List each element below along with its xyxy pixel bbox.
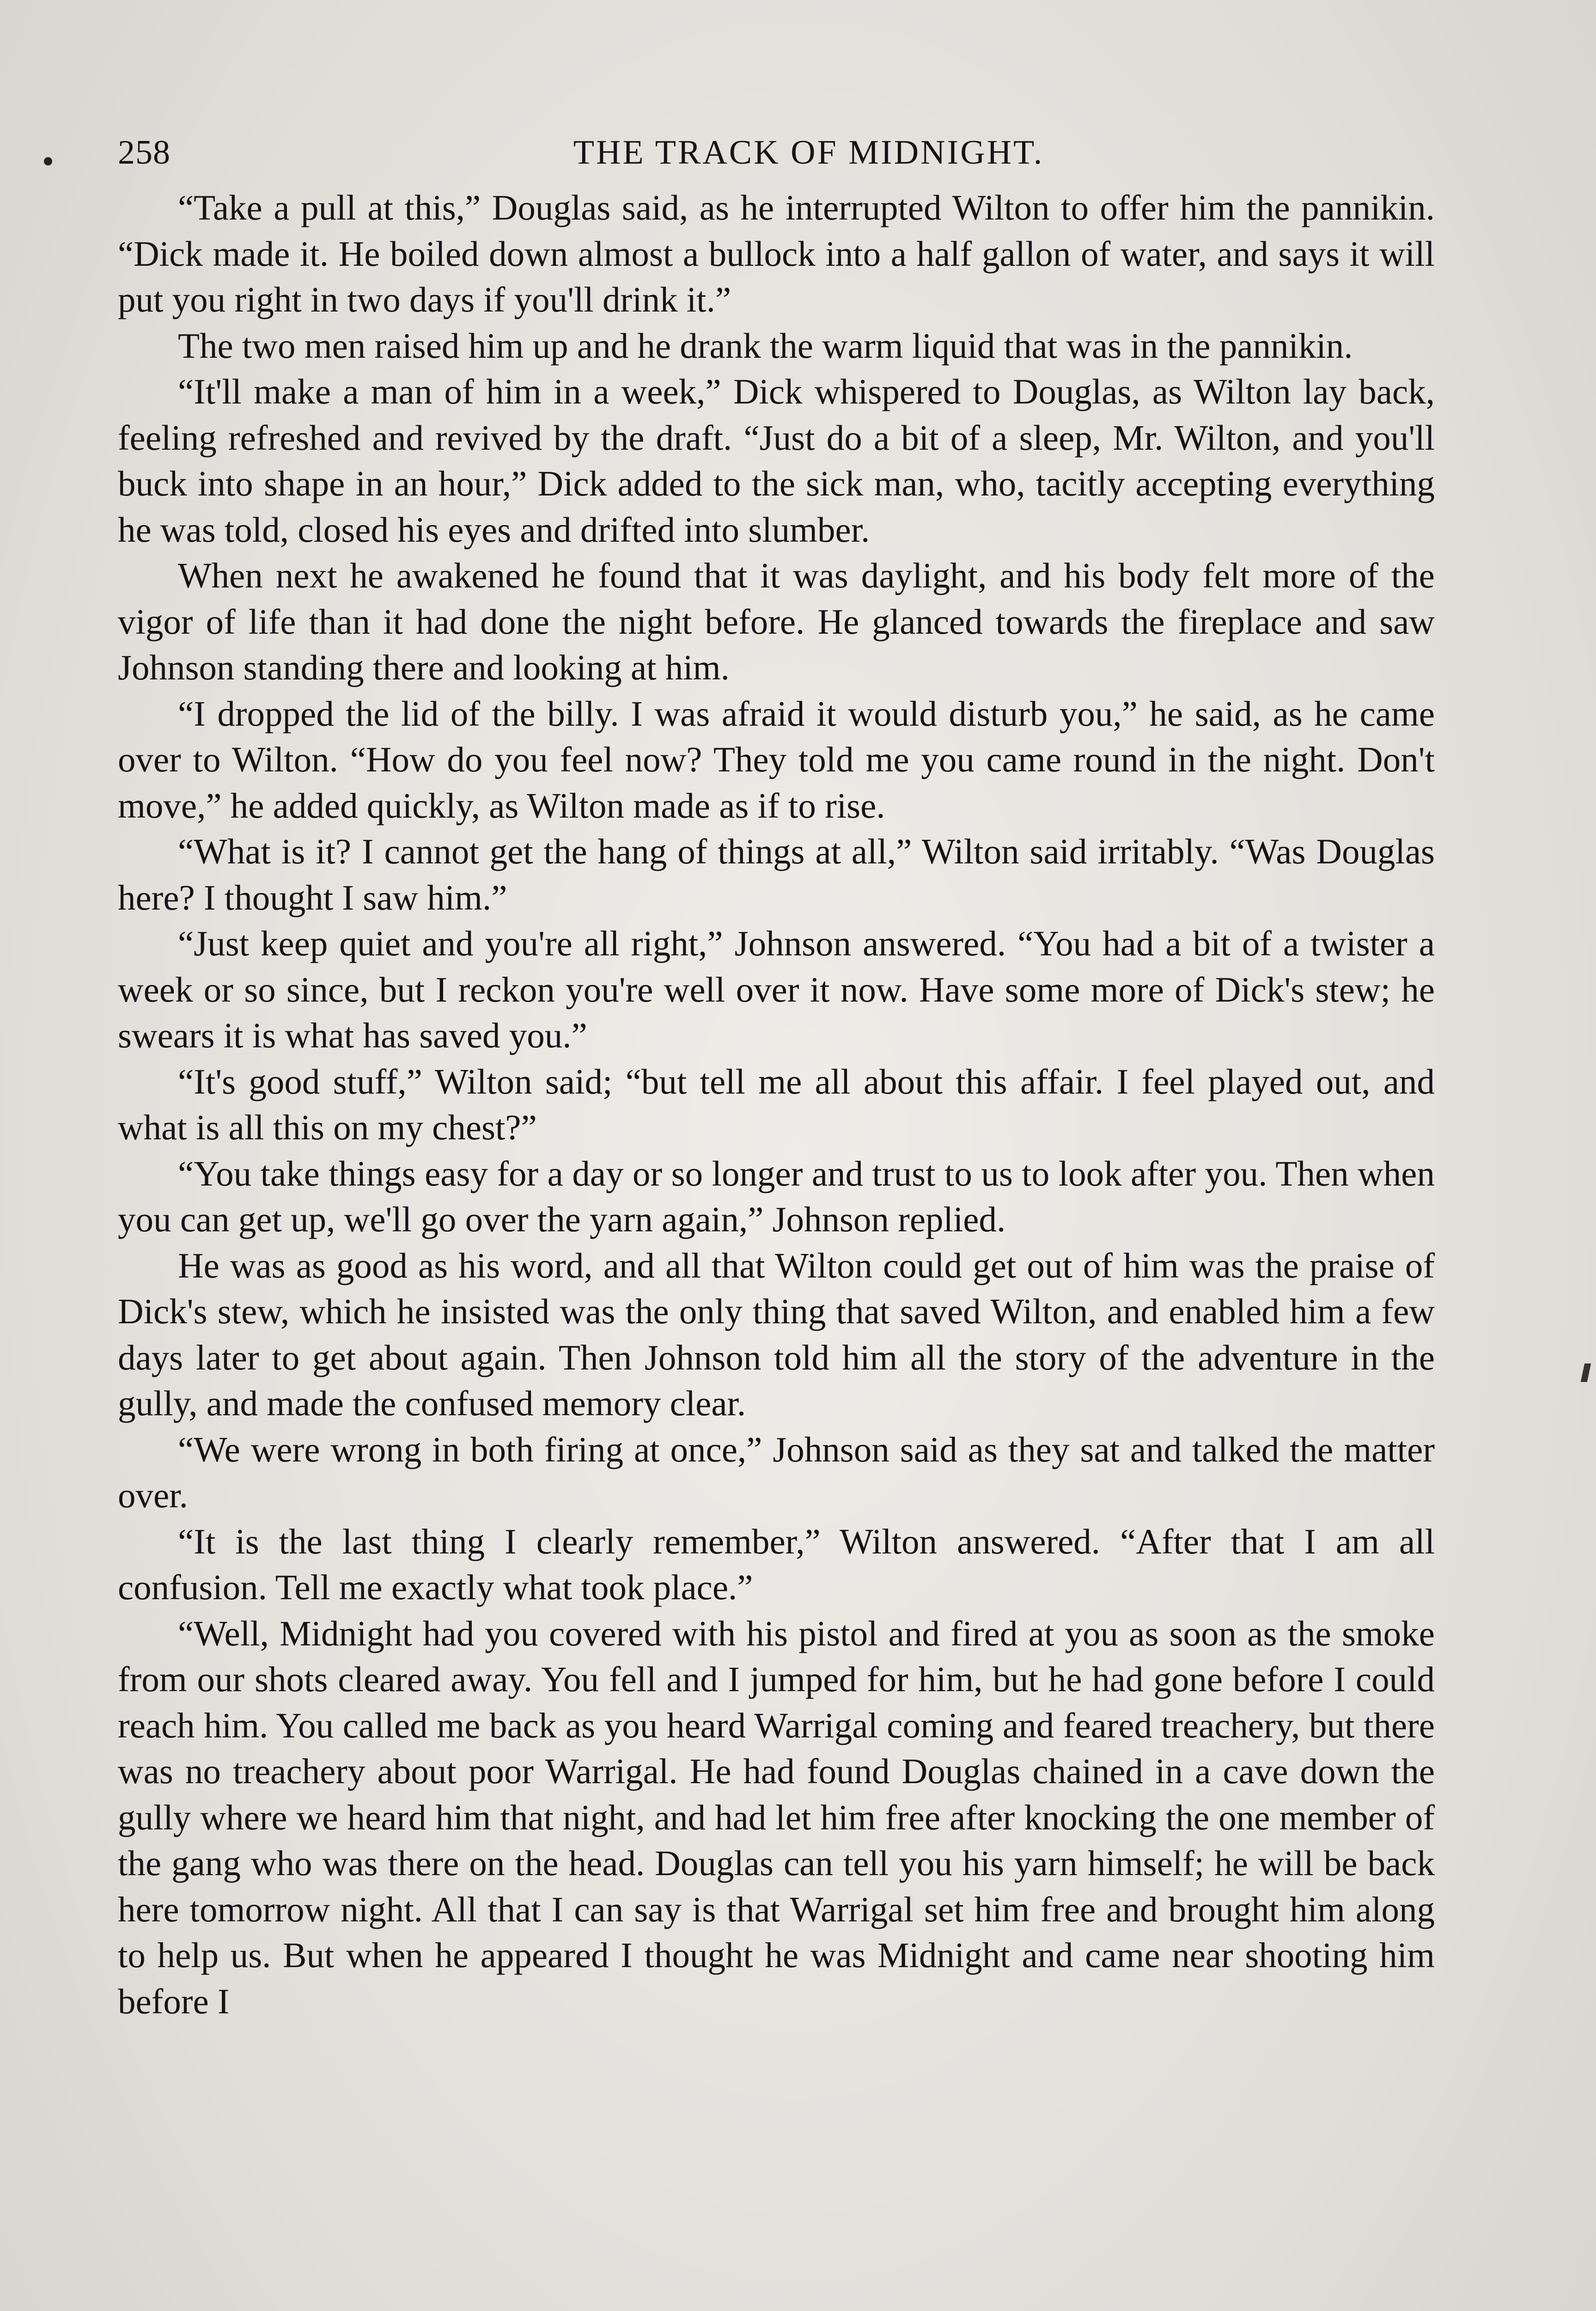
paragraph: “Take a pull at this,” Douglas said, as he interrupted Wilton to offer him the pannikin. “Dick made it. He boiled down almost a bullock into a half gallon of water, and says it will put you right in two days if you'll drink it.” xyxy=(118,188,1435,319)
running-title: THE TRACK OF MIDNIGHT. xyxy=(573,134,1044,171)
paragraph: “You take things easy for a day or so longer and trust to us to look after you. Then when you can get up, we'll go over the yarn again,” Johnson replied. xyxy=(118,1153,1435,1239)
paragraph: The two men raised him up and he drank the warm liquid that was in the pannikin. xyxy=(178,325,1353,366)
paragraph: “It's good stuff,” Wilton said; “but tell me all about this affair. I feel played out, and what is all this on my chest?” xyxy=(118,1061,1435,1147)
paragraph: When next he awakened he found that it was daylight, and his body felt more of the vigor of life than it had done the night before. He glanced towards the fireplace and saw Johnson standing there and looking at him. xyxy=(118,556,1435,687)
paragraph: He was as good as his word, and all that Wilton could get out of him was the praise of Dick's stew, which he insisted was the only thing that saved Wilton, and enabled him a few days later to get about again. Then Johnson told him all the story of the adventure in the gully, and made the confused memory clear. xyxy=(118,1245,1435,1423)
paragraph: “What is it? I cannot get the hang of things at all,” Wilton said irritably. “Was Douglas here? I thought I saw him.” xyxy=(118,831,1435,917)
body-text xyxy=(118,185,1435,2024)
page-header xyxy=(118,129,1439,176)
paragraph: “Well, Midnight had you covered with his pistol and fired at you as soon as the smoke from our shots cleared away. You fell and I jumped for him, but he had gone before I could reach him. You called me back as you heard Warrigal coming and feared treachery, but there was no treachery about poor Warrigal. He had found Douglas chained in a cave down the gully where we heard him that night, and had let him free after knocking the one member of the gang who was there on the head. Douglas can tell you his yarn himself; he will be back here tomorrow night. All that I can say is that Warrigal set him free and brought him along to help us. But when he appeared I thought he was Midnight and came near shooting him before I xyxy=(118,1613,1435,2021)
paragraph: “Just keep quiet and you're all right,” Johnson answered. “You had a bit of a twister a week or so since, but I reckon you're well over it now. Have some more of Dick's stew; he swears it is what has saved you.” xyxy=(118,923,1435,1055)
paragraph: “It is the last thing I clearly remember,” Wilton answered. “After that I am all confusion. Tell me exactly what took place.” xyxy=(118,1521,1435,1607)
paragraph: “I dropped the lid of the billy. I was afraid it would disturb you,” he said, as he came over to Wilton. “How do you feel now? They told me you came round in the night. Don't move,” he added quickly, as Wilton made as if to rise. xyxy=(118,693,1435,825)
page-number: 258 xyxy=(118,134,171,171)
paragraph: “It'll make a man of him in a week,” Dick whispered to Douglas, as Wilton lay back, feeling refreshed and revived by the draft. “Just do a bit of a sleep, Mr. Wilton, and you'll buck into shape in an hour,” Dick added to the sick man, who, tacitly accepting everything he was told, closed his eyes and drifted into slumber. xyxy=(118,372,1435,550)
ink-speck xyxy=(44,157,52,165)
paragraph: “We were wrong in both firing at once,” Johnson said as they sat and talked the matter over. xyxy=(118,1429,1435,1515)
margin-mark xyxy=(1581,1363,1591,1382)
